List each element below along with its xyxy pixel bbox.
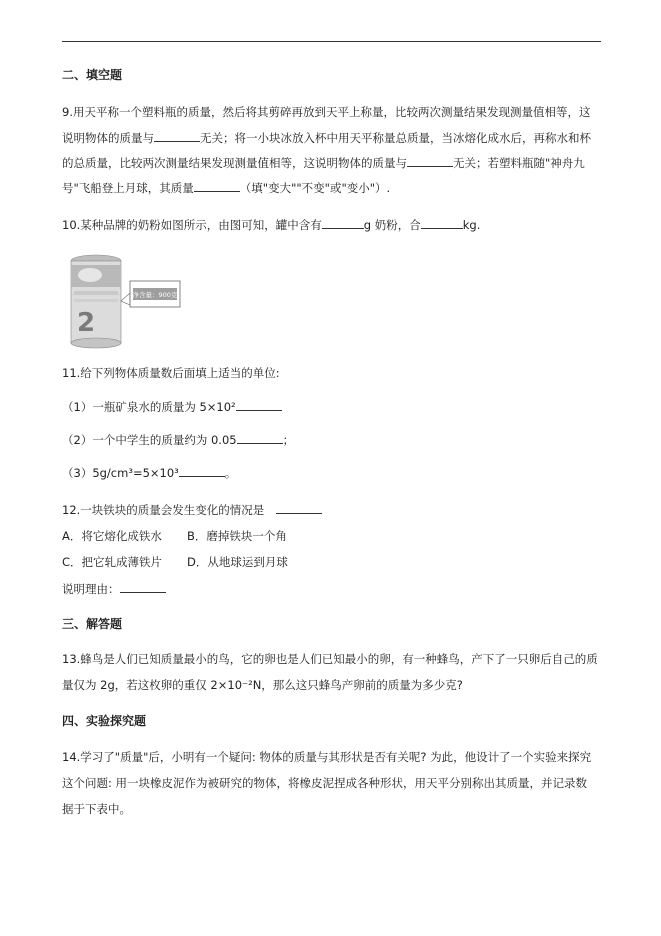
q11-text: （2）一个中学生的质量约为 0.05 <box>62 433 237 447</box>
q9-text: 无关；将一小块冰放入杯中用天平称量总质量，当冰熔化成水后，再称水和杯 <box>200 131 591 145</box>
answer-blank[interactable] <box>120 581 166 593</box>
answer-blank[interactable] <box>276 502 322 514</box>
q14-line-3: 据于下表中。 <box>62 802 131 816</box>
q12-text: 12.一块铁块的质量会发生变化的情况是 <box>62 503 265 517</box>
q11-text: （1）一瓶矿泉水的质量为 5×10² <box>62 400 236 414</box>
q9-text: 无关；若塑料瓶随"神舟九 <box>453 156 585 170</box>
q12-option-c[interactable]: C．把它轧成薄铁片 <box>62 555 163 569</box>
q11-text: （3）5g/cm³=5×10³ <box>62 466 179 480</box>
q12-option-a[interactable]: A．将它熔化成铁水 <box>62 529 162 543</box>
q9-text: 说明物体的质量与 <box>62 131 154 145</box>
q13-line-2: 量仅为 2g，若这枚卵的重仅 2×10⁻²N，那么这只蜂鸟产卵前的质量为多少克? <box>62 678 463 692</box>
q11-title: 11.给下列物体质量数后面填上适当的单位: <box>62 366 280 380</box>
section-fill-blank-title: 二、填空题 <box>62 68 123 82</box>
q12-title-line <box>62 502 322 517</box>
q9-text: （填"变大""不变"或"变小"）. <box>239 181 391 195</box>
section-answer-title: 三、解答题 <box>62 617 123 631</box>
q14-line-2: 这个问题: 用一块橡皮泥作为被研究的物体，将橡皮泥捏成各种形状，用天平分别称出其质量，并记录数 <box>62 776 588 790</box>
answer-blank[interactable] <box>421 217 463 229</box>
q9-text: 的总质量，比较两次测量结果发现测量值相等，这说明物体的质量与 <box>62 156 407 170</box>
q12-reason-line <box>62 581 166 596</box>
header-rule <box>62 41 601 42</box>
q9-text: 号"飞船登上月球，其质量 <box>62 181 194 195</box>
net-weight-label: 净含量：900克 <box>132 291 178 299</box>
answer-blank[interactable] <box>322 217 364 229</box>
q9-line-1: 9.用天平称一个塑料瓶的质量，然后将其剪碎再放到天平上称量，比较两次测量结果发现测量值相等，这 <box>62 105 591 119</box>
answer-blank[interactable] <box>237 432 283 444</box>
milk-powder-can-image <box>68 253 188 351</box>
q11-item-3 <box>62 465 236 480</box>
answer-blank[interactable] <box>194 180 240 192</box>
milk-powder-can-illustration <box>68 253 188 351</box>
answer-blank[interactable] <box>407 155 453 167</box>
q10-text: g 奶粉，合 <box>363 218 421 232</box>
q9-line-4 <box>62 180 390 195</box>
q11-text: 。 <box>224 466 237 480</box>
q12-text: 说明理由： <box>62 582 120 596</box>
q9-line-2 <box>62 130 591 145</box>
can-number: 2 <box>77 308 96 338</box>
section-experiment-title: 四、实验探究题 <box>62 714 147 728</box>
q12-option-d[interactable]: D．从地球运到月球 <box>187 555 288 569</box>
answer-blank[interactable] <box>179 465 225 477</box>
answer-blank[interactable] <box>236 399 282 411</box>
q11-item-1 <box>62 399 282 414</box>
q10-text: kg. <box>462 218 481 232</box>
answer-blank[interactable] <box>154 130 200 142</box>
q9-line-3 <box>62 155 585 170</box>
q14-line-1: 14.学习了"质量"后，小明有一个疑问: 物体的质量与其形状是否有关呢? 为此，他设计了一个实验来探究 <box>62 750 592 764</box>
q10-text: 10.某种品牌的奶粉如图所示，由图可知，罐中含有 <box>62 218 322 232</box>
q13-line-1: 13.蜂鸟是人们已知质量最小的鸟，它的卵也是人们已知最小的卵，有一种蜂鸟，产下了一只卵后自己的质 <box>62 652 598 666</box>
q11-text: ； <box>282 433 295 447</box>
q11-item-2 <box>62 432 294 447</box>
q10-line <box>62 217 480 232</box>
q12-option-b[interactable]: B．磨掉铁块一个角 <box>187 529 287 543</box>
